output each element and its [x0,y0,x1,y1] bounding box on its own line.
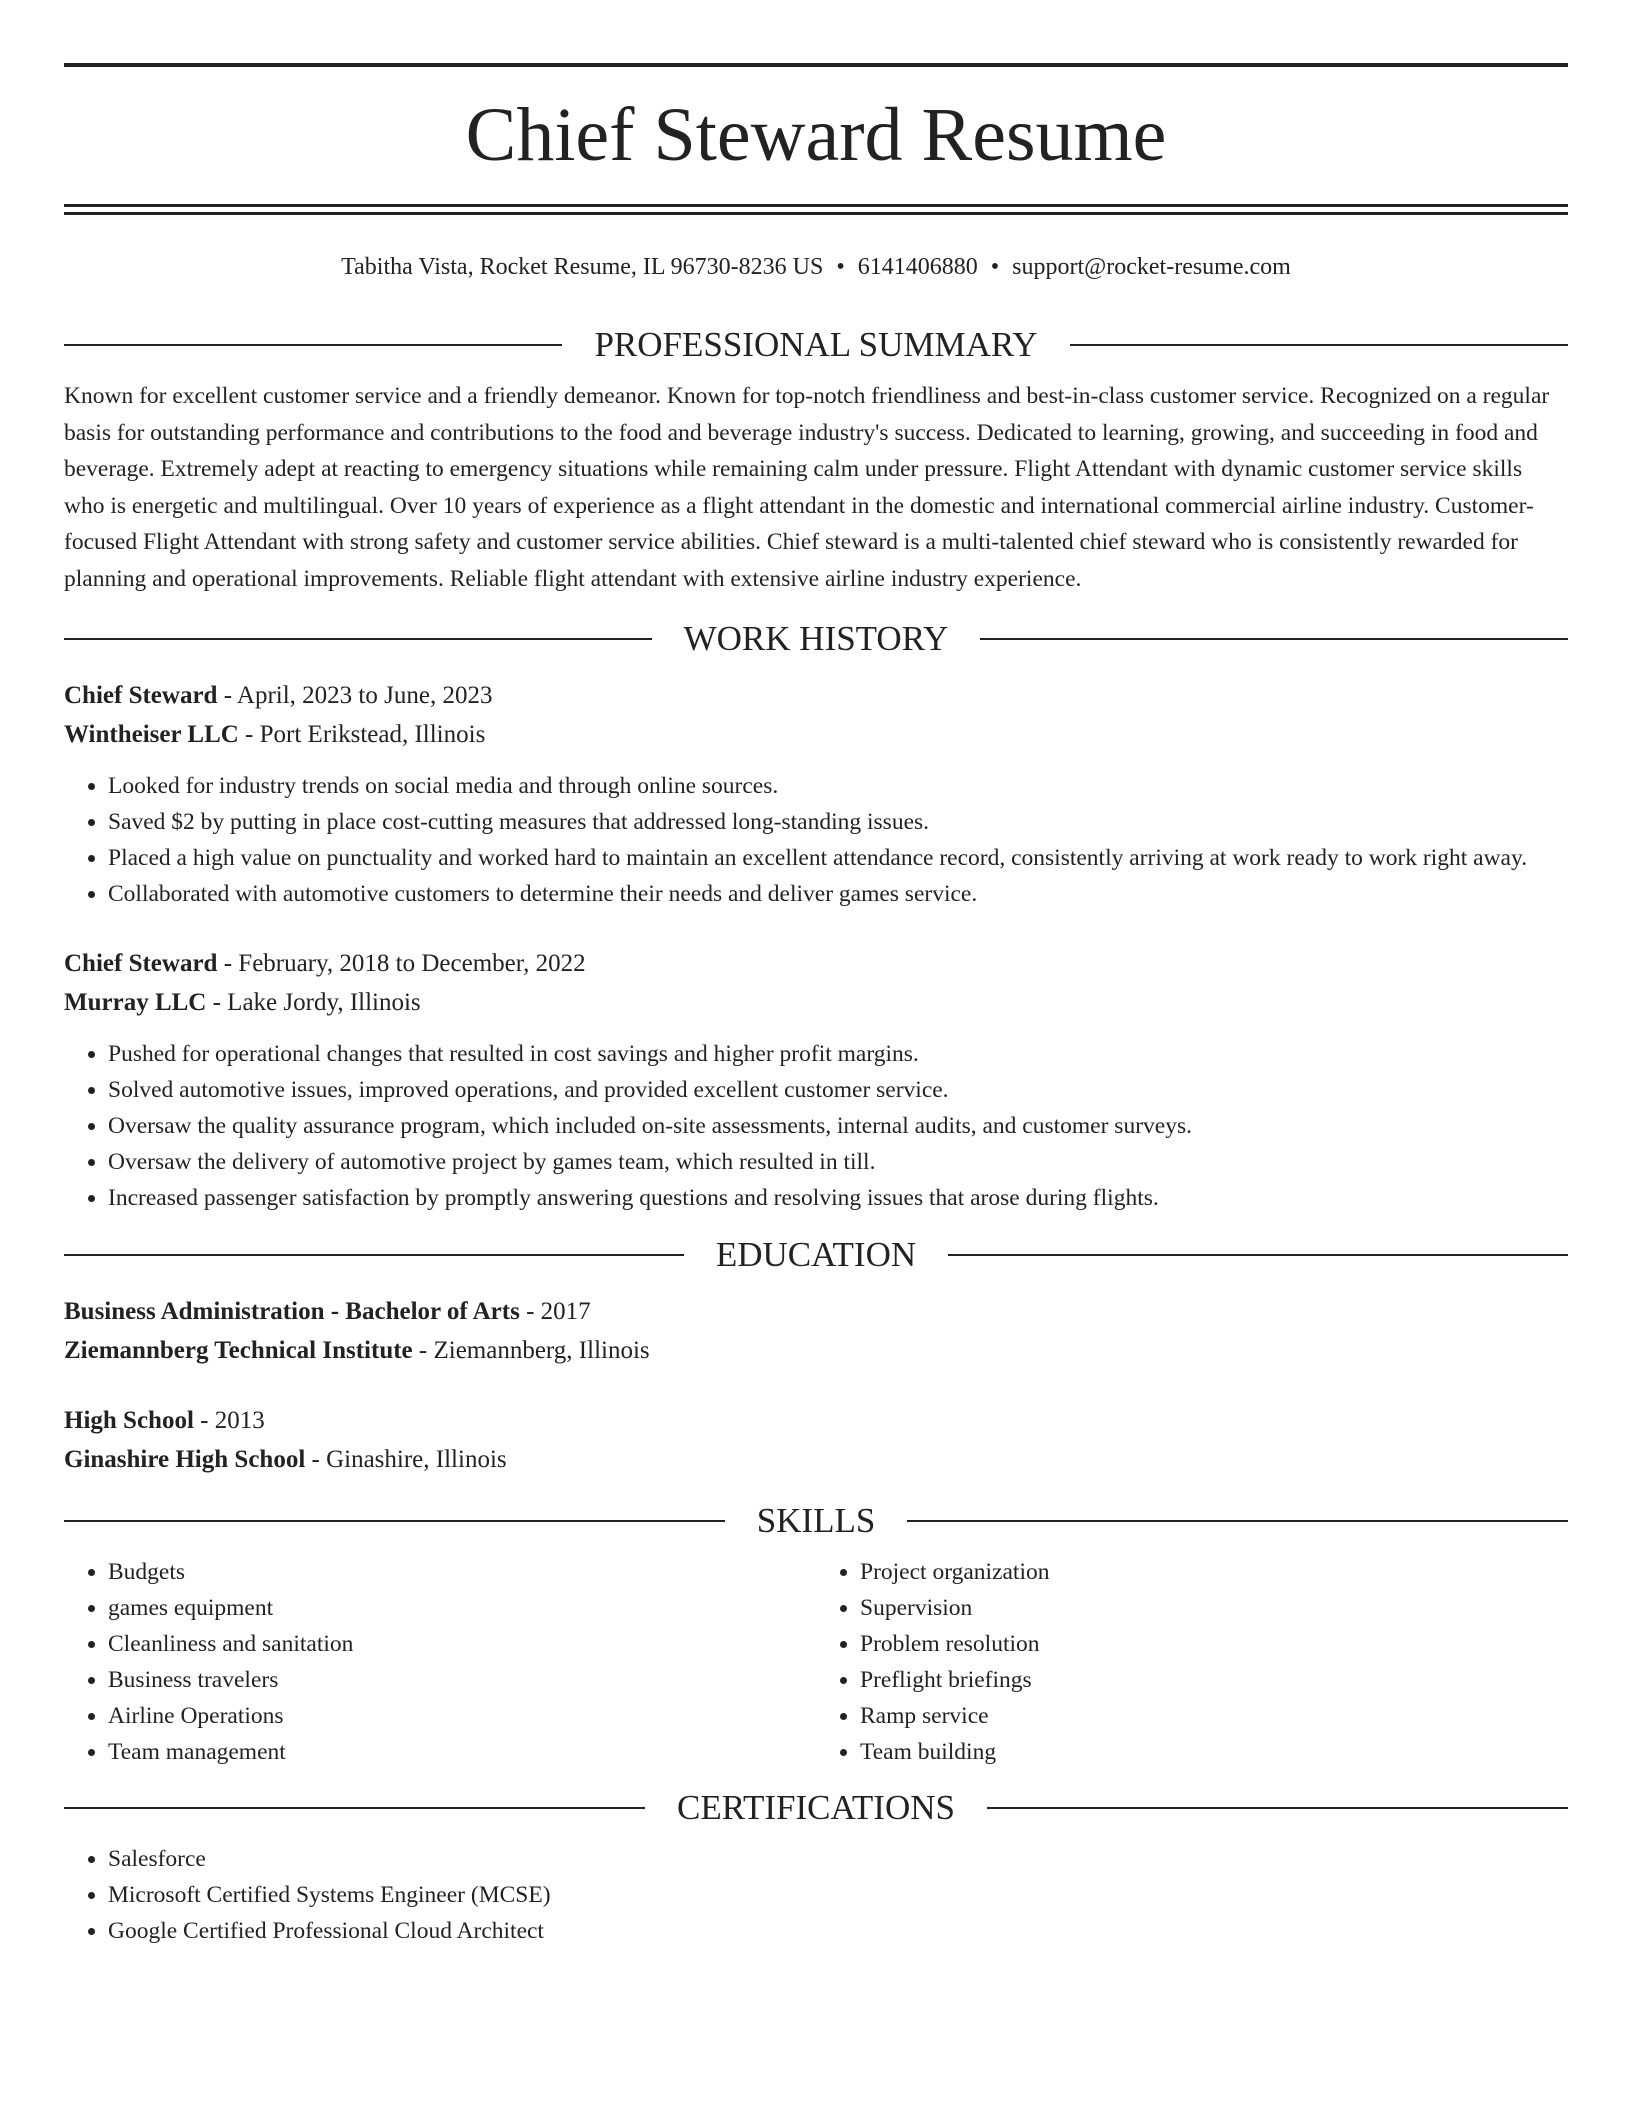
list-item: • Budgets [108,1554,816,1590]
list-item: • Oversaw the quality assurance program, which included on-site assessments, internal audits, and customer surveys. [108,1108,1568,1144]
job-location: - Port Erikstead, Illinois [238,721,486,748]
list-item: • Oversaw the delivery of automotive project by games team, which resulted in till. [108,1144,1568,1180]
education-degree-line [64,1401,1568,1440]
title-double-rule [64,204,1568,215]
education-location: - Ginashire, Illinois [305,1446,507,1473]
contact-line [64,252,1568,282]
job-title-line [64,944,1568,983]
job-entry [64,944,1568,1216]
list-item: • Airline Operations [108,1698,816,1734]
list-item: • Microsoft Certified Systems Engineer (MCSE) [108,1877,1568,1913]
list-item: • Placed a high value on punctuality and worked hard to maintain an excellent attendance record, consistently arriving at work ready to work right away. [108,840,1568,876]
education-entry [64,1292,1568,1370]
contact-phone: 6141406880 [857,254,978,280]
section-title: PROFESSIONAL SUMMARY [594,325,1038,364]
list-item: • Collaborated with automotive customers to determine their needs and deliver games service. [108,876,1568,912]
heading-rule [64,1520,725,1522]
list-item: • Increased passenger satisfaction by promptly answering questions and resolving issues that arose during flights. [108,1180,1568,1216]
job-company-line [64,983,1568,1022]
title-top-rule [64,63,1568,67]
job-dates: - February, 2018 to December, 2022 [217,950,586,977]
skills-grid [64,1554,1568,1770]
contact-email: support@rocket-resume.com [1012,254,1291,280]
heading-rule [980,638,1568,640]
section-heading-skills [64,1499,1568,1543]
job-dates: - April, 2023 to June, 2023 [217,682,493,709]
page-title: Chief Steward Resume [465,93,1167,177]
list-item: • Team building [860,1734,1568,1770]
education-school: Ziemannberg Technical Institute [64,1337,413,1364]
list-item: • Project organization [860,1554,1568,1590]
education-school-line [64,1440,1568,1479]
skills-list-left [64,1554,816,1770]
list-item: • Ramp service [860,1698,1568,1734]
job-duties-list [64,1036,1568,1216]
heading-rule [907,1520,1568,1522]
heading-rule [1070,344,1568,346]
list-item: • Google Certified Professional Cloud Architect [108,1913,1568,1949]
education-degree: High School [64,1407,194,1434]
list-item: • Cleanliness and sanitation [108,1626,816,1662]
education-school: Ginashire High School [64,1446,306,1473]
job-entry [64,676,1568,912]
education-entry [64,1401,1568,1479]
resume-page [64,0,1568,1949]
job-title: Chief Steward [64,682,218,709]
contact-separator: • [836,254,845,280]
list-item: • Problem resolution [860,1626,1568,1662]
section-heading-summary [64,323,1568,367]
job-company: Murray LLC [64,989,207,1016]
list-item: • games equipment [108,1590,816,1626]
list-item: • Team management [108,1734,816,1770]
job-location: - Lake Jordy, Illinois [206,989,421,1016]
skills-list-right [816,1554,1568,1770]
contact-address: Tabitha Vista, Rocket Resume, IL 96730-8236 US [341,254,824,280]
job-company: Wintheiser LLC [64,721,239,748]
list-item: • Looked for industry trends on social media and through online sources. [108,768,1568,804]
section-title: CERTIFICATIONS [677,1788,955,1827]
section-heading-work-history [64,617,1568,661]
contact-separator: • [990,254,1000,280]
list-item: • Solved automotive issues, improved operations, and provided excellent customer service. [108,1072,1568,1108]
list-item: • Business travelers [108,1662,816,1698]
education-year: - 2017 [519,1298,591,1325]
heading-rule [64,638,652,640]
heading-rule [948,1254,1568,1256]
job-duties-list [64,768,1568,912]
education-location: - Ziemannberg, Illinois [412,1337,650,1364]
summary-text: Known for excellent customer service and a friendly demeanor. Known for top-notch friendliness and best-in-class customer service. Recognized on a regular basis for outstanding performance and contributions to the food and beverage industry's success. Dedicated to learning, growing, and succeeding in food and beverage. Extremely adept at reacting to emergency situations while remaining calm under pressure. Flight Attendant with dynamic customer service skills who is energetic and multilingual. Over 10 years of experience as a flight attendant in the domestic and international commercial airline industry. Customer-focused Flight Attendant with strong safety and customer service abilities. Chief steward is a multi-talented chief steward who is consistently rewarded for planning and operational improvements. Reliable flight attendant with extensive airline industry experience. [64,383,1550,592]
list-item: • Saved $2 by putting in place cost-cutting measures that addressed long-standing issues. [108,804,1568,840]
education-degree: Business Administration - Bachelor of Arts [64,1298,520,1325]
list-item: • Pushed for operational changes that resulted in cost savings and higher profit margins. [108,1036,1568,1072]
job-title-line [64,676,1568,715]
certifications-list [64,1841,1568,1949]
list-item: • Salesforce [108,1841,1568,1877]
heading-rule [987,1807,1568,1809]
list-item: • Supervision [860,1590,1568,1626]
section-title: WORK HISTORY [683,619,949,658]
education-degree-line [64,1292,1568,1331]
section-title: EDUCATION [715,1235,917,1274]
job-company-line [64,715,1568,754]
job-title: Chief Steward [64,950,218,977]
section-heading-education [64,1233,1568,1277]
education-school-line [64,1331,1568,1370]
heading-rule [64,1807,645,1809]
section-heading-certifications [64,1786,1568,1830]
list-item: • Preflight briefings [860,1662,1568,1698]
heading-rule [64,344,562,346]
section-title: SKILLS [756,1501,876,1540]
education-year: - 2013 [193,1407,265,1434]
heading-rule [64,1254,684,1256]
